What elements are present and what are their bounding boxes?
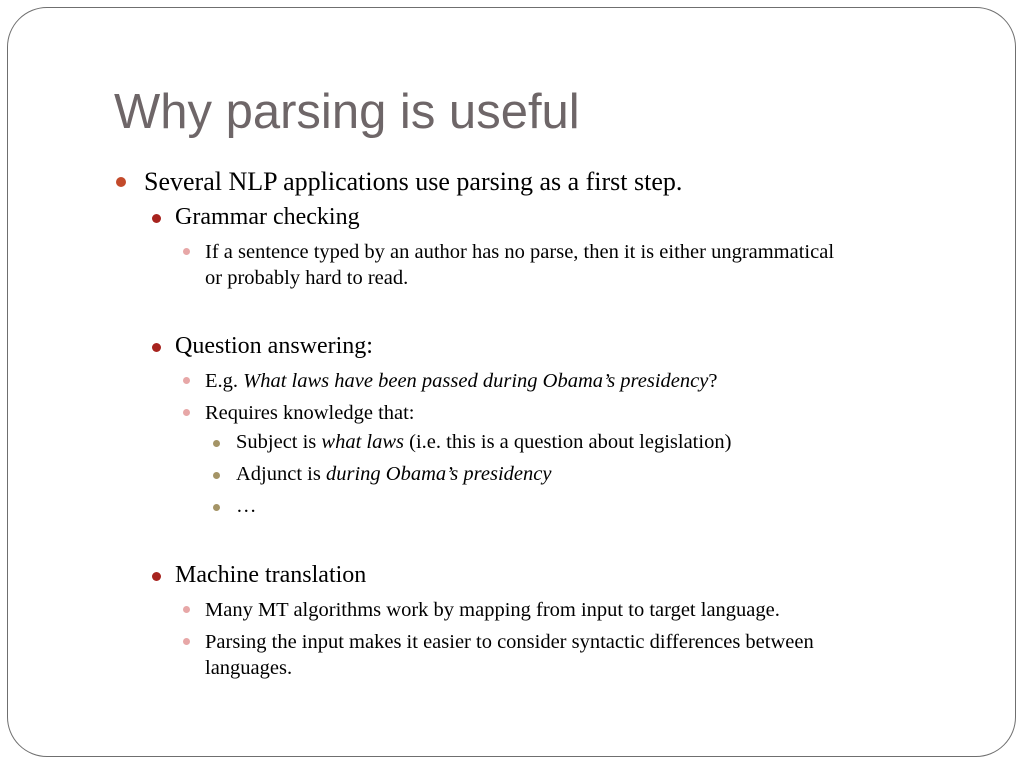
bullet-qa-subject [236, 431, 731, 454]
qa-subject-italic: what laws [321, 431, 405, 453]
qa-example-suffix: ? [708, 370, 718, 392]
bullet-mt-line2 [205, 629, 814, 681]
bullet-dot-level2 [152, 343, 161, 352]
bullet-qa-requires: Requires knowledge that: [205, 402, 415, 424]
qa-adjunct-prefix: Adjunct is [236, 463, 326, 485]
bullet-dot-level3 [183, 377, 190, 384]
grammar-text-line2: or probably hard to read. [205, 267, 409, 289]
qa-subject-suffix: (i.e. this is a question about legislation) [404, 431, 732, 453]
bullet-dot-level3 [183, 409, 190, 416]
grammar-text-line1: If a sentence typed by an author has no parse, then it is either ungrammatical [205, 241, 835, 263]
qa-subject-prefix: Subject is [236, 431, 322, 453]
qa-example-question: What laws have been passed during Obama’s presidency [243, 370, 709, 392]
mt-line2-part1: Parsing the input makes it easier to consider syntactic differences between [205, 631, 814, 653]
slide-title: Why parsing is useful [114, 85, 580, 139]
bullet-dot-level4 [213, 440, 220, 447]
bullet-dot-level3 [183, 606, 190, 613]
qa-adjunct-italic: during Obama’s presidency [325, 463, 552, 485]
bullet-mt-line1: Many MT algorithms work by mapping from input to target language. [205, 599, 780, 621]
bullet-dot-level4 [213, 504, 220, 511]
bullet-dot-level3 [183, 248, 190, 255]
bullet-qa-ellipsis: … [236, 495, 257, 517]
mt-line2-part2: languages. [205, 657, 293, 679]
bullet-mt-heading: Machine translation [175, 562, 367, 588]
bullet-grammar-heading: Grammar checking [175, 204, 360, 230]
bullet-dot-level2 [152, 572, 161, 581]
bullet-dot-level4 [213, 472, 220, 479]
bullet-dot-level1 [116, 177, 126, 187]
bullet-dot-level3 [183, 638, 190, 645]
bullet-qa-example [205, 368, 717, 394]
bullet-intro: Several NLP applications use parsing as a first step. [144, 167, 683, 196]
bullet-qa-heading: Question answering: [175, 333, 373, 359]
bullet-dot-level2 [152, 214, 161, 223]
qa-example-prefix: E.g. [205, 370, 244, 392]
bullet-qa-adjunct [236, 463, 551, 486]
bullet-grammar-text [205, 239, 834, 291]
